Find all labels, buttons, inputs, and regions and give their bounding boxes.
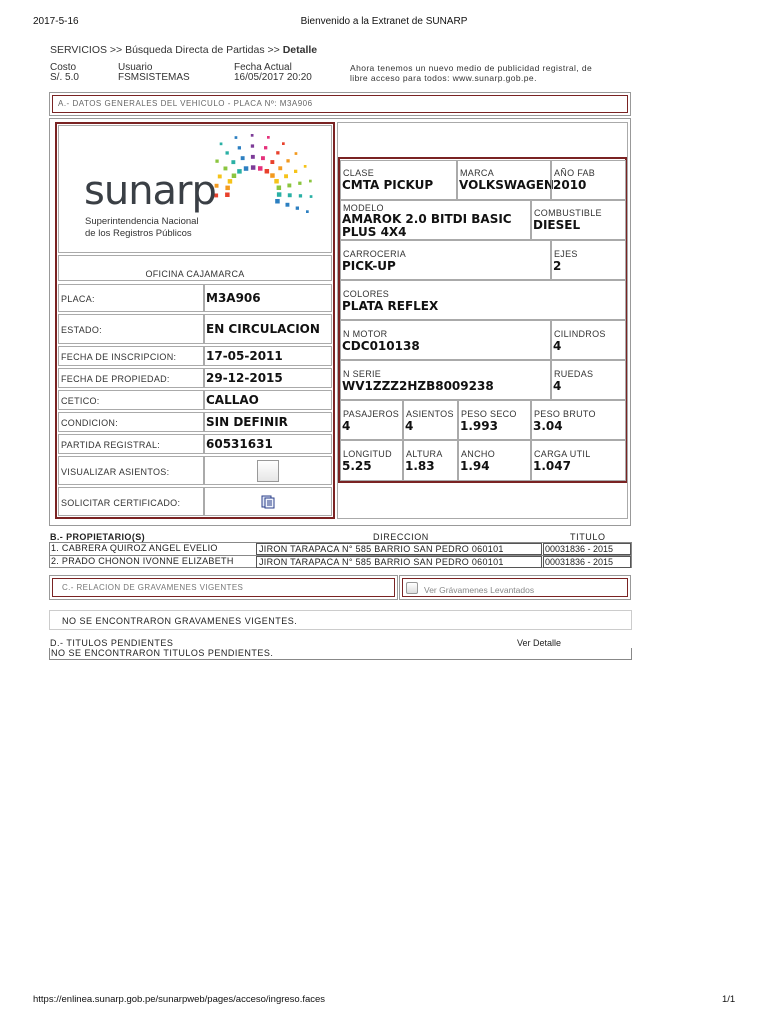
ver-detalle-link[interactable]: Ver Detalle bbox=[517, 638, 562, 648]
solicitar-certificado-label-cell bbox=[58, 487, 204, 516]
print-title: Bienvenido a la Extranet de SUNARP bbox=[300, 16, 468, 27]
placa-label-cell bbox=[58, 284, 204, 312]
print-page: 1/1 bbox=[722, 994, 736, 1005]
pesoseco-cell bbox=[458, 400, 531, 440]
altura-label: ALTURA bbox=[406, 449, 443, 459]
usuario-value: FSMSISTEMAS bbox=[118, 72, 190, 83]
altura-cell bbox=[403, 440, 458, 481]
anio-value: 2010 bbox=[553, 178, 587, 192]
cetico-value-cell bbox=[204, 390, 332, 410]
solicitar-certificado-value-cell bbox=[204, 487, 332, 516]
colores-cell bbox=[340, 280, 626, 320]
usuario-label: Usuario bbox=[118, 62, 153, 73]
modelo-label: MODELO bbox=[343, 203, 384, 213]
print-date: 2017-5-16 bbox=[33, 16, 79, 27]
marca-cell bbox=[457, 160, 554, 200]
owner-1-titulo: 00031836 - 2015 bbox=[543, 543, 631, 555]
cargautil-value: 1.047 bbox=[533, 459, 571, 473]
pasajeros-label: PASAJEROS bbox=[343, 409, 400, 419]
clase-label: CLASE bbox=[343, 168, 375, 178]
owner-2-titulo: 00031836 - 2015 bbox=[543, 556, 631, 568]
pasajeros-value: 4 bbox=[342, 419, 351, 433]
cargautil-cell bbox=[531, 440, 626, 481]
logo-line-1: Superintendencia Nacional bbox=[85, 216, 199, 227]
estado-value-cell bbox=[204, 314, 332, 344]
solicitar-certificado-label: SOLICITAR CERTIFICADO: bbox=[61, 498, 181, 508]
oficina-name: OFICINA CAJAMARCA bbox=[145, 269, 245, 279]
col-direccion: DIRECCION bbox=[373, 532, 429, 542]
partida-registral-label-cell bbox=[58, 434, 204, 454]
titulos-empty-msg: NO SE ENCONTRARON TITULOS PENDIENTES. bbox=[51, 648, 274, 658]
visualizar-asientos-label: VISUALIZAR ASIENTOS: bbox=[61, 467, 170, 477]
colores-label: COLORES bbox=[343, 289, 390, 299]
motor-value: CDC010138 bbox=[342, 339, 420, 353]
titulos-box bbox=[49, 648, 632, 660]
estado-value: EN CIRCULACION bbox=[206, 322, 320, 336]
breadcrumb bbox=[50, 44, 317, 56]
asientos-cell bbox=[403, 400, 458, 440]
breadcrumb-current: Detalle bbox=[282, 44, 318, 56]
condicion-value: SIN DEFINIR bbox=[206, 415, 288, 429]
ancho-cell bbox=[458, 440, 531, 481]
ejes-value: 2 bbox=[553, 259, 562, 273]
print-url: https://enlinea.sunarp.gob.pe/sunarpweb/pages/acceso/ingreso.faces bbox=[33, 994, 326, 1005]
section-a-header bbox=[49, 92, 631, 116]
fecha-de-inscripcion-value-cell bbox=[204, 346, 332, 366]
col-titulo: TITULO bbox=[570, 532, 606, 542]
serie-label: N SERIE bbox=[343, 369, 382, 379]
estado-label-cell bbox=[58, 314, 204, 344]
section-c-header bbox=[49, 575, 398, 600]
estado-label: ESTADO: bbox=[61, 325, 102, 335]
motor-label: N MOTOR bbox=[343, 329, 388, 339]
notice-line-1: Ahora tenemos un nuevo medio de publicidad registral, de bbox=[350, 63, 593, 73]
placa-value: M3A906 bbox=[206, 291, 261, 305]
gravamenes-empty-msg: NO SE ENCONTRARON GRAVAMENES VIGENTES. bbox=[62, 616, 298, 626]
gravamenes-levantados-box bbox=[399, 575, 631, 600]
logo-line-2: de los Registros Públicos bbox=[85, 228, 192, 239]
placa-label: PLACA: bbox=[61, 294, 95, 304]
gravamenes-empty-box bbox=[49, 610, 632, 630]
condicion-label-cell bbox=[58, 412, 204, 432]
ruedas-label: RUEDAS bbox=[554, 369, 594, 379]
placa-value-cell bbox=[204, 284, 332, 312]
owner-2-address: JIRON TARAPACA N° 585 BARRIO SAN PEDRO 060101 bbox=[256, 556, 542, 568]
visualizar-asientos-value-cell bbox=[204, 456, 332, 485]
clase-cell bbox=[340, 160, 457, 200]
fecha-de-propiedad-value-cell bbox=[204, 368, 332, 388]
pesoseco-label: PESO SECO bbox=[461, 409, 517, 419]
carroceria-cell bbox=[340, 240, 551, 280]
combustible-cell bbox=[531, 200, 626, 240]
combustible-label: COMBUSTIBLE bbox=[534, 208, 602, 218]
cilindros-label: CILINDROS bbox=[554, 329, 606, 339]
longitud-value: 5.25 bbox=[342, 459, 372, 473]
fecha-de-propiedad-value: 29-12-2015 bbox=[206, 371, 283, 385]
pasajeros-cell bbox=[340, 400, 403, 440]
logo-box bbox=[58, 125, 332, 253]
ancho-label: ANCHO bbox=[461, 449, 496, 459]
modelo-cell bbox=[340, 200, 531, 240]
section-d-title: D.- TITULOS PENDIENTES bbox=[50, 638, 174, 648]
ejes-cell bbox=[551, 240, 626, 280]
asientos-label: ASIENTOS bbox=[406, 409, 454, 419]
ver-levantados-label[interactable]: Ver Grávamenes Levantados bbox=[424, 585, 535, 595]
costo-value: S/. 5.0 bbox=[50, 72, 79, 83]
ancho-value: 1.94 bbox=[460, 459, 490, 473]
fecha-de-inscripcion-label-cell bbox=[58, 346, 204, 366]
fecha-de-inscripcion-value: 17-05-2011 bbox=[206, 349, 283, 363]
marca-label: MARCA bbox=[460, 168, 495, 178]
partida-registral-value: 60531631 bbox=[206, 437, 273, 451]
modelo-value-2: PLUS 4X4 bbox=[342, 225, 407, 239]
fecha-de-inscripcion-label: FECHA DE INSCRIPCION: bbox=[61, 352, 177, 362]
carroceria-label: CARROCERIA bbox=[343, 249, 407, 259]
ruedas-value: 4 bbox=[553, 379, 562, 393]
asientos-value: 4 bbox=[405, 419, 414, 433]
motor-cell bbox=[340, 320, 551, 360]
owner-1-address: JIRON TARAPACA N° 585 BARRIO SAN PEDRO 060101 bbox=[256, 543, 542, 555]
partida-registral-label: PARTIDA REGISTRAL: bbox=[61, 440, 161, 450]
section-b-title: B.- PROPIETARIO(S) bbox=[50, 532, 146, 542]
condicion-label: CONDICION: bbox=[61, 418, 118, 428]
logo-word: sunarp bbox=[84, 168, 216, 214]
oficina-box bbox=[58, 255, 332, 281]
notice-line-2: libre acceso para todos: www.sunarp.gob.pe. bbox=[350, 73, 537, 83]
condicion-value-cell bbox=[204, 412, 332, 432]
modelo-value-1: AMAROK 2.0 BITDI BASIC bbox=[342, 212, 512, 226]
anio-label: AÑO FAB bbox=[554, 168, 596, 178]
cargautil-label: CARGA UTIL bbox=[534, 449, 591, 459]
visualizar-asientos-button[interactable] bbox=[257, 460, 279, 482]
pesobruto-cell bbox=[531, 400, 626, 440]
cetico-value: CALLAO bbox=[206, 393, 259, 407]
longitud-cell bbox=[340, 440, 403, 481]
serie-value: WV1ZZZ2HZB8009238 bbox=[342, 379, 494, 393]
marca-value: VOLKSWAGEN bbox=[459, 178, 554, 192]
ruedas-cell bbox=[551, 360, 626, 400]
owner-1-name: 1. CABRERA QUIROZ ANGEL EVELIO bbox=[51, 543, 218, 553]
ejes-label: EJES bbox=[554, 249, 578, 259]
cetico-label-cell bbox=[58, 390, 204, 410]
owner-2-name: 2. PRADO CHONON IVONNE ELIZABETH bbox=[51, 556, 234, 566]
cilindros-cell bbox=[551, 320, 626, 360]
combustible-value: DIESEL bbox=[533, 218, 581, 232]
cilindros-value: 4 bbox=[553, 339, 562, 353]
ver-levantados-checkbox[interactable] bbox=[406, 582, 418, 594]
fecha-value: 16/05/2017 20:20 bbox=[234, 72, 312, 83]
fecha-de-propiedad-label: FECHA DE PROPIEDAD: bbox=[61, 374, 170, 384]
pesoseco-value: 1.993 bbox=[460, 419, 498, 433]
altura-value: 1.83 bbox=[405, 459, 435, 473]
colores-value: PLATA REFLEX bbox=[342, 299, 439, 313]
solicitar-certificado-icon[interactable] bbox=[261, 495, 275, 509]
cetico-label: CETICO: bbox=[61, 396, 100, 406]
pesobruto-label: PESO BRUTO bbox=[534, 409, 596, 419]
visualizar-asientos-label-cell bbox=[58, 456, 204, 485]
longitud-label: LONGITUD bbox=[343, 449, 392, 459]
partida-registral-value-cell bbox=[204, 434, 332, 454]
fecha-de-propiedad-label-cell bbox=[58, 368, 204, 388]
carroceria-value: PICK-UP bbox=[342, 259, 396, 273]
anio-cell bbox=[551, 160, 626, 200]
fecha-label: Fecha Actual bbox=[234, 62, 292, 73]
breadcrumb-path[interactable]: SERVICIOS >> Búsqueda Directa de Partidas >> bbox=[50, 44, 280, 56]
costo-label: Costo bbox=[50, 62, 77, 73]
section-a-title: A.- DATOS GENERALES DEL VEHICULO - PLACA Nº: M3A906 bbox=[58, 99, 313, 108]
clase-value: CMTA PICKUP bbox=[342, 178, 434, 192]
pesobruto-value: 3.04 bbox=[533, 419, 563, 433]
section-c-title: C.- RELACION DE GRAVAMENES VIGENTES bbox=[62, 583, 244, 592]
serie-cell bbox=[340, 360, 551, 400]
